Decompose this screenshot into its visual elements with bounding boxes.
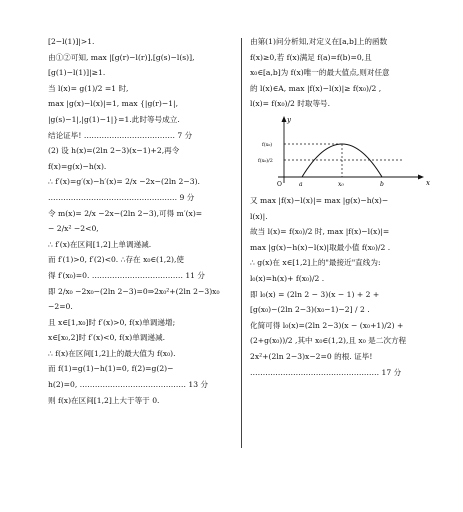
text-line: 2x²+(2ln 2−3)x−2=0 的根. 证毕! bbox=[250, 351, 373, 361]
text-line: |g(s)−1|,|g(1)−1|}=1.此时等号成立. bbox=[48, 114, 180, 124]
column-divider bbox=[241, 38, 242, 448]
text-line: (2+g(x₀))/2 ,其中 x₀∈(1,2),且 x₀ 是二次方程 bbox=[250, 336, 407, 346]
text-line: ∴ g(x)在 x∈[1,2]上的"最接近"直线为: bbox=[250, 258, 381, 268]
text-line: 化简可得 l₀(x)=(2ln 2−3)(x − (x₀+1)/2) + bbox=[250, 320, 404, 330]
text-line: l(x)= f(x₀)/2 时取等号. bbox=[250, 99, 331, 109]
text-line: f(x)≥0,若 f(x)满足 f(a)=f(b)=0,且 bbox=[250, 52, 372, 62]
function-graph bbox=[250, 113, 440, 191]
text-line: ∴ f′(x)在区间[1,2]上单调递减. bbox=[48, 239, 152, 249]
text-line: x∈[x₀,2]时 f′(x)<0, f(x)单调递减. bbox=[48, 333, 165, 343]
text-line: 结论证毕! ……………………………… 7 分 bbox=[48, 130, 193, 140]
text-line: max |g(x)−l(x)|=1, max {|g(r)−1|, bbox=[48, 99, 179, 109]
text-line: f(x)=g(x)−h(x). bbox=[48, 161, 107, 171]
text-line: 而 f′(1)>0, f′(2)<0. ∴存在 x₀∈(1,2),使 bbox=[48, 255, 185, 265]
text-line: [g(1)−l(1)]|≥1. bbox=[48, 68, 106, 78]
b-label: b bbox=[380, 180, 384, 188]
text-line: 由第(1)问分析知,对定义在[a,b]上的函数 bbox=[250, 37, 388, 46]
text-line: 则 f(x)在区间[1,2]上大于等于 0. bbox=[48, 395, 160, 405]
text-line: 故当 l(x)= f(x₀)/2 时, max |f(x)−l(x)|= bbox=[250, 227, 390, 237]
text-line: 由①②可知, max |[g(r)−l(r)],[g(s)−l(s)], bbox=[48, 52, 195, 62]
text-line: l(x)|. bbox=[250, 211, 268, 221]
text-line: [2−l(1)]|>1. bbox=[48, 37, 95, 46]
text-line: …………………………………………… 17 分 bbox=[250, 367, 402, 377]
text-line: l₀(x)=h(x)+ f(x₀)/2 . bbox=[250, 273, 325, 283]
x-axis-arrow-icon bbox=[418, 174, 424, 179]
text-line: 得 f′(x₀)=0. ……………………………… 11 分 bbox=[48, 270, 206, 280]
text-line: max |g(x)−h(x)−l(x)|取最小值 f(x₀)/2 . bbox=[250, 242, 391, 252]
text-line: 又 max |f(x)−l(x)|= max |g(x)−h(x)− bbox=[250, 195, 389, 205]
text-line: −2=0. bbox=[48, 302, 73, 312]
text-line: 即 l₀(x) = (2ln 2 − 3)(x − 1) + 2 + bbox=[250, 289, 380, 299]
y-axis-arrow-icon bbox=[282, 116, 287, 122]
text-line: ∴ f(x)在区间[1,2]上的最大值为 f(x₀). bbox=[48, 348, 176, 358]
text-line: − 2/x² −2<0, bbox=[48, 224, 99, 234]
text-line: 即 2/x₀ −2x₀−(2ln 2−3)=0⇒2x₀²+(2ln 2−3)x₀ bbox=[48, 286, 220, 296]
text-line: [g(x₀)−(2ln 2−3)(x₀−1)−2] / 2 . bbox=[250, 305, 370, 315]
left-column bbox=[48, 34, 234, 408]
y-axis-label: y bbox=[287, 115, 291, 124]
text-line: h(2)=0, …………………………………… 13 分 bbox=[48, 380, 209, 390]
text-line: 的 l(x)∈A, max |f(x)−l(x)|≥ f(x₀)/2 , bbox=[250, 83, 382, 93]
f-x0-half-label: f(x₀)/2 bbox=[258, 158, 273, 164]
text-line: ∴ f′(x)=g′(x)−h′(x)= 2/x −2x−(2ln 2−3). bbox=[48, 177, 200, 187]
f-x0-label: f(x₀) bbox=[262, 142, 273, 148]
a-label: a bbox=[299, 180, 303, 188]
text-line: 当 l(x)= g(1)/2 =1 时, bbox=[48, 83, 129, 93]
text-line: x₀∈[a,b]为 f(x)唯一的最大值点,则对任意 bbox=[250, 68, 390, 78]
text-line: 而 f(1)=g(1)−h(1)=0, f(2)=g(2)− bbox=[48, 364, 174, 374]
x-axis-label: x bbox=[426, 178, 430, 187]
text-line: …………………………………………… 9 分 bbox=[48, 192, 195, 202]
origin-label: O bbox=[277, 180, 282, 188]
text-line: 令 m(x)= 2/x −2x−(2ln 2−3),可得 m′(x)= bbox=[48, 208, 203, 218]
text-line: 且 x∈[1,x₀]时 f′(x)>0, f(x)单调递增; bbox=[48, 317, 176, 327]
right-column bbox=[250, 34, 440, 380]
function-graph-svg bbox=[250, 113, 440, 191]
x0-label: x₀ bbox=[338, 180, 344, 188]
text-line: (2) 设 h(x)=(2ln 2−3)(x−1)+2,再令 bbox=[48, 146, 180, 156]
